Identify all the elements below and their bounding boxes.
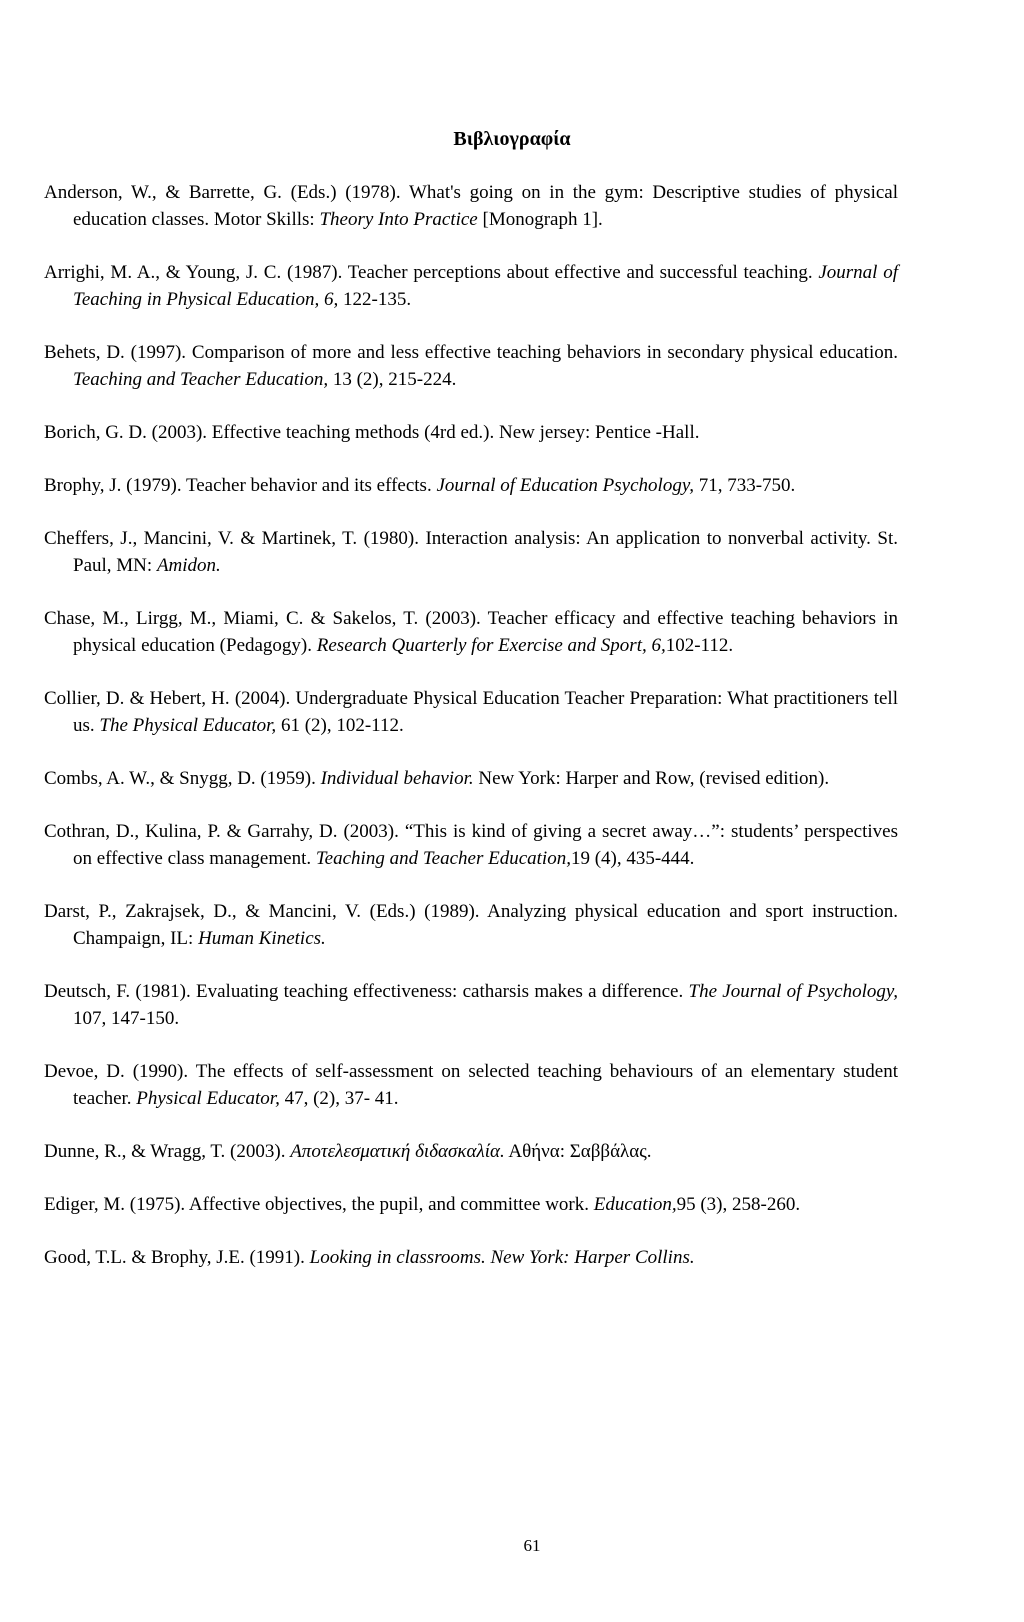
reference-source: Physical Educator, (136, 1088, 280, 1109)
reference-entry (44, 419, 898, 446)
reference-source: Journal of Teaching in Physical Education, 6, (73, 262, 898, 310)
reference-entry (44, 685, 898, 739)
reference-entry (44, 179, 898, 233)
reference-entry (44, 1191, 898, 1218)
reference-entry (44, 605, 898, 659)
reference-source: Teaching and Teacher Education, (315, 848, 571, 869)
reference-details: Αθήνα: Σαββάλας. (504, 1141, 652, 1162)
reference-text: Devoe, D. (1990). The effects of self-assessment on selected teaching behaviours of an elementary student teacher. (44, 1061, 898, 1109)
reference-source: Theory Into Practice (319, 209, 478, 230)
reference-details: 13 (2), 215-224. (328, 369, 457, 390)
reference-text: Ediger, M. (1975). Affective objectives, the pupil, and committee work. (44, 1194, 594, 1215)
reference-entry (44, 898, 898, 952)
reference-source: Teaching and Teacher Education, (73, 369, 329, 390)
reference-text: Cheffers, J., Mancini, V. & Martinek, T. (1980). Interaction analysis: An application to nonverbal activity. St. Paul, MN: (44, 528, 898, 576)
reference-source: Human Kinetics. (198, 928, 326, 949)
reference-entry (44, 1138, 898, 1165)
reference-source: Journal of Education Psychology, (436, 475, 694, 496)
reference-details: 102-112. (665, 635, 734, 656)
reference-details: 95 (3), 258-260. (676, 1194, 801, 1215)
reference-source: Individual behavior. (320, 768, 474, 789)
reference-list (44, 179, 898, 1271)
reference-entry (44, 1244, 898, 1271)
page-title: Βιβλιογραφία (453, 128, 571, 150)
reference-text: Brophy, J. (1979). Teacher behavior and its effects. (44, 475, 437, 496)
reference-text: Darst, P., Zakrajsek, D., & Mancini, V. (Eds.) (1989). Analyzing physical education and sport instruction. Champaign, IL: (44, 901, 898, 949)
reference-text: Dunne, R., & Wragg, T. (2003). (44, 1141, 291, 1162)
reference-entry (44, 818, 898, 872)
reference-details: 47, (2), 37- 41. (279, 1088, 399, 1109)
reference-details: 107, 147-150. (73, 1008, 180, 1029)
reference-entry (44, 1058, 898, 1112)
reference-details: [Monograph 1]. (477, 209, 603, 230)
reference-details: 19 (4), 435-444. (570, 848, 695, 869)
reference-source: Αποτελεσματική διδασκαλία. (290, 1141, 505, 1162)
reference-text: Collier, D. & Hebert, H. (2004). Undergraduate Physical Education Teacher Preparation: What practitioners tell us. (44, 688, 898, 736)
reference-entry (44, 472, 898, 499)
reference-details: 122-135. (338, 289, 412, 310)
reference-source: Research Quarterly for Exercise and Sport, 6, (316, 635, 666, 656)
reference-details: New York: Harper and Row, (revised edition). (473, 768, 830, 789)
reference-source: The Journal of Psychology, (688, 981, 898, 1002)
reference-text: Combs, A. W., & Snygg, D. (1959). (44, 768, 321, 789)
reference-entry (44, 339, 898, 393)
reference-source: Amidon. (156, 555, 221, 576)
reference-text: Chase, M., Lirgg, M., Miami, C. & Sakelos, T. (2003). Teacher efficacy and effective teaching behaviors in physical education (Pedagogy). (44, 608, 898, 656)
reference-entry (44, 525, 898, 579)
reference-details: 71, 733-750. (693, 475, 796, 496)
reference-text: Arrighi, M. A., & Young, J. C. (1987). Teacher perceptions about effective and successful teaching. (44, 262, 819, 283)
reference-text: Anderson, W., & Barrette, G. (Eds.) (1978). What's going on in the gym: Descriptive studies of physical education classes. Motor Skills: (44, 182, 898, 230)
reference-text: Cothran, D., Kulina, P. & Garrahy, D. (2003). “This is kind of giving a secret away…”: students’ perspectives on effective class management. (44, 821, 898, 869)
reference-details: 61 (2), 102-112. (276, 715, 404, 736)
reference-entry (44, 978, 898, 1032)
reference-text: Good, T.L. & Brophy, J.E. (1991). (44, 1247, 310, 1268)
reference-source: Education, (593, 1194, 677, 1215)
reference-text: Behets, D. (1997). Comparison of more and less effective teaching behaviors in secondary physical education. (44, 342, 898, 363)
reference-source: The Physical Educator, (99, 715, 277, 736)
reference-text: Deutsch, F. (1981). Evaluating teaching effectiveness: catharsis makes a difference. (44, 981, 689, 1002)
reference-entry (44, 765, 898, 792)
reference-entry (44, 259, 898, 313)
reference-source: Looking in classrooms. New York: Harper Collins. (309, 1247, 695, 1268)
reference-text: Borich, G. D. (2003). Effective teaching methods (4rd ed.). New jersey: Pentice -Hall. (44, 422, 700, 443)
page-number: 61 (523, 1536, 541, 1555)
